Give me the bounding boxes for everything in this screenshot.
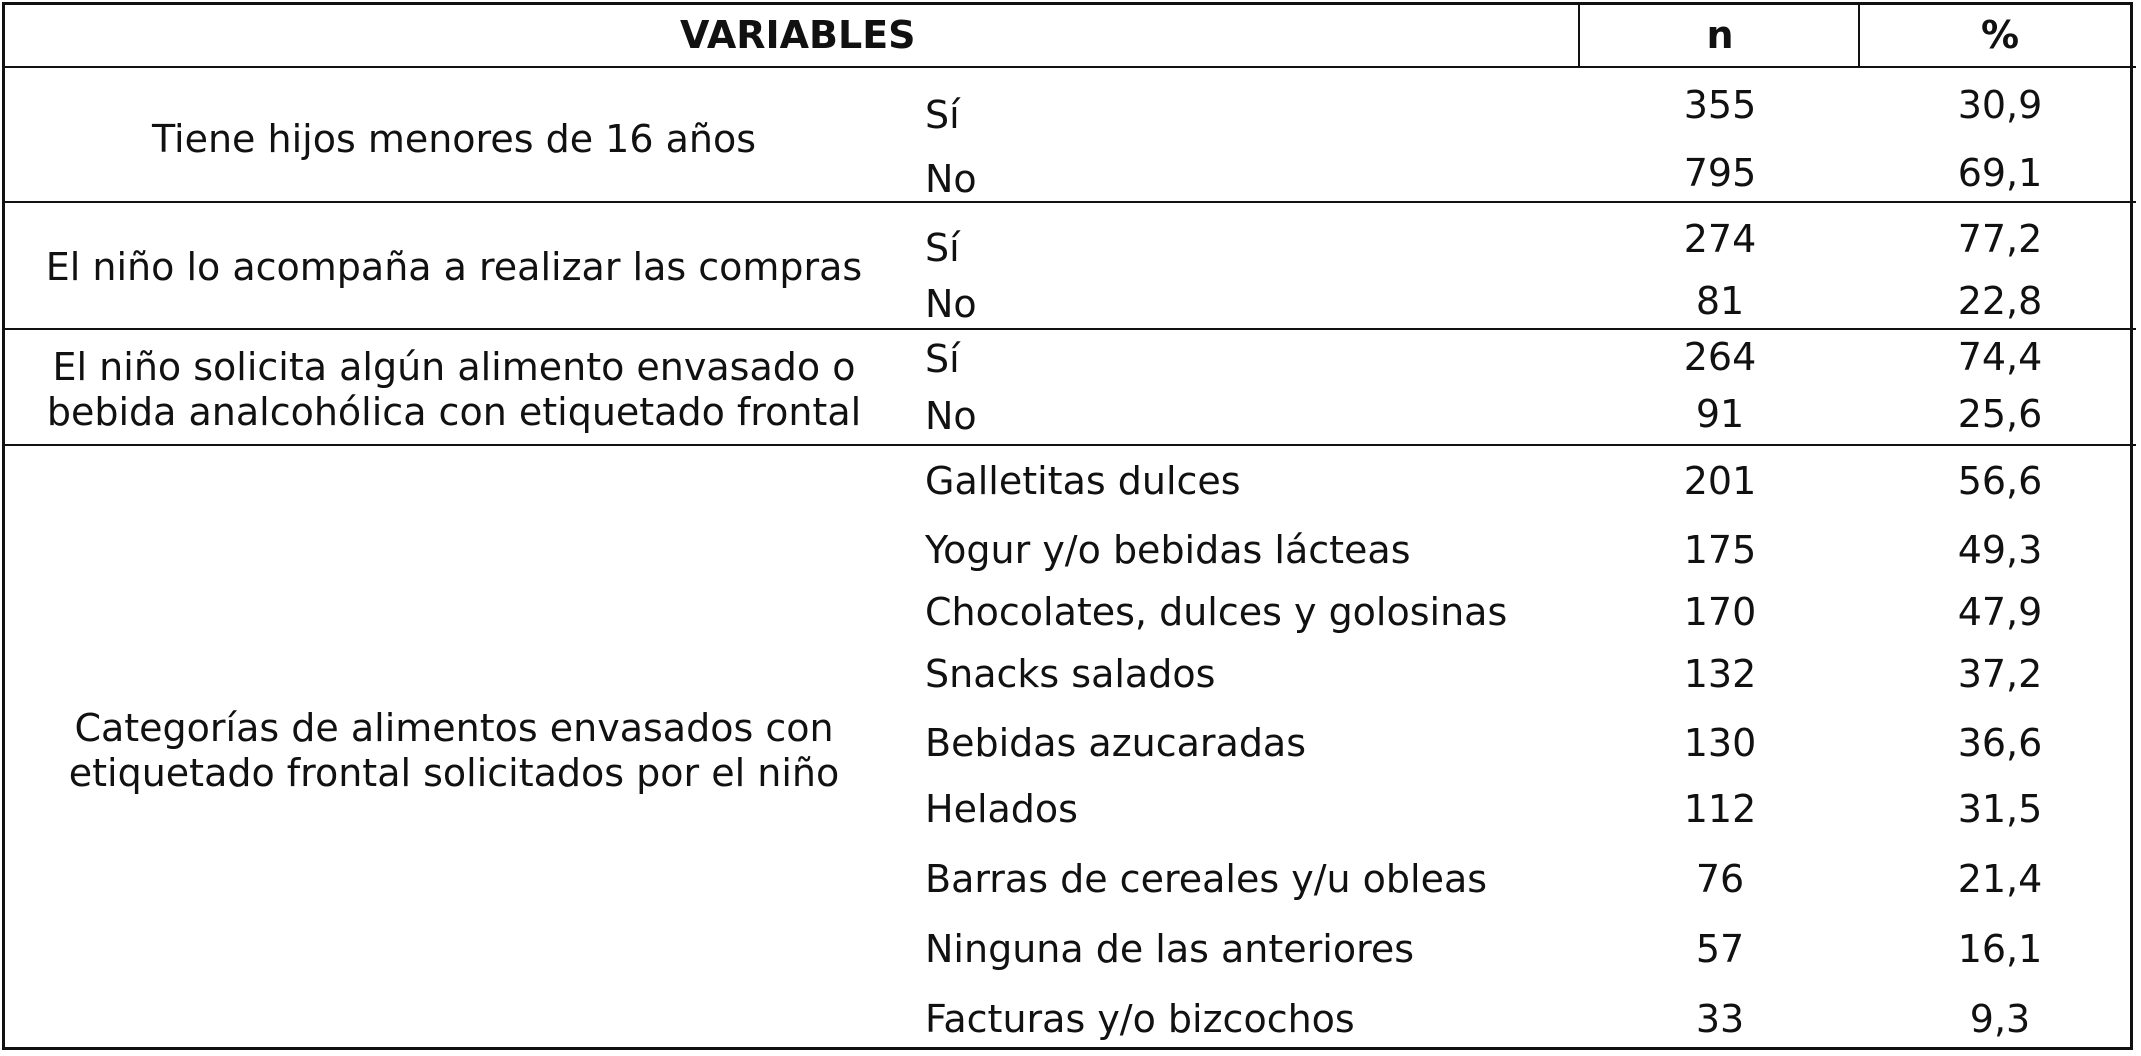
n-value: 57 [1695, 927, 1745, 971]
header-pct: % [1980, 13, 2020, 57]
option-label: Galletitas dulces [925, 459, 1241, 503]
header-n: n [1706, 13, 1734, 57]
option-label: No [925, 157, 977, 201]
n-value: 175 [1683, 528, 1757, 572]
pct-value: 36,6 [1957, 721, 2043, 765]
pct-value: 31,5 [1957, 787, 2043, 831]
variable-label-line2: bebida analcohólica con etiquetado frontal [46, 390, 862, 434]
n-value: 130 [1683, 721, 1757, 765]
pct-value: 74,4 [1957, 335, 2043, 379]
n-value: 132 [1683, 652, 1757, 696]
pct-value: 25,6 [1957, 392, 2043, 436]
pct-value: 49,3 [1957, 528, 2043, 572]
n-value: 795 [1683, 151, 1757, 195]
option-label: Yogur y/o bebidas lácteas [925, 528, 1411, 572]
option-label: Snacks salados [925, 652, 1216, 696]
header-variables: VARIABLES [680, 13, 916, 57]
n-value: 33 [1695, 997, 1745, 1041]
option-label: Facturas y/o bizcochos [925, 997, 1355, 1041]
option-label: Sí [925, 337, 960, 381]
variable-label: El niño lo acompaña a realizar las compras [45, 245, 863, 289]
pct-value: 37,2 [1957, 652, 2043, 696]
variable-label: Tiene hijos menores de 16 años [151, 117, 757, 161]
n-value: 201 [1683, 459, 1757, 503]
group-divider-3 [2, 444, 2136, 446]
option-label: No [925, 394, 977, 438]
n-value: 170 [1683, 590, 1757, 634]
n-value: 264 [1683, 335, 1757, 379]
option-label: Sí [925, 93, 960, 137]
option-label: No [925, 282, 977, 326]
n-value: 91 [1695, 392, 1745, 436]
header-col-divider-2 [1858, 2, 1860, 68]
option-label: Ninguna de las anteriores [925, 927, 1415, 971]
n-value: 112 [1683, 787, 1757, 831]
header-col-divider-1 [1578, 2, 1580, 68]
variable-label-line1: Categorías de alimentos envasados con [74, 706, 834, 750]
option-label: Helados [925, 787, 1078, 831]
pct-value: 22,8 [1957, 279, 2043, 323]
group-divider-2 [2, 328, 2136, 330]
pct-value: 69,1 [1957, 151, 2043, 195]
variable-label-line1: El niño solicita algún alimento envasado o [52, 345, 856, 389]
pct-value: 16,1 [1957, 927, 2043, 971]
n-value: 81 [1695, 279, 1745, 323]
pct-value: 47,9 [1957, 590, 2043, 634]
pct-value: 30,9 [1957, 83, 2043, 127]
group-divider-1 [2, 201, 2136, 203]
option-label: Barras de cereales y/u obleas [925, 857, 1488, 901]
option-label: Chocolates, dulces y golosinas [925, 590, 1508, 634]
n-value: 76 [1695, 857, 1745, 901]
pct-value: 21,4 [1957, 857, 2043, 901]
option-label: Sí [925, 226, 960, 270]
header-divider [2, 66, 2136, 68]
n-value: 274 [1683, 217, 1757, 261]
option-label: Bebidas azucaradas [925, 721, 1307, 765]
variable-label-line2: etiquetado frontal solicitados por el niño [68, 751, 840, 795]
n-value: 355 [1683, 83, 1757, 127]
pct-value: 9,3 [1969, 997, 2031, 1041]
pct-value: 56,6 [1957, 459, 2043, 503]
pct-value: 77,2 [1957, 217, 2043, 261]
